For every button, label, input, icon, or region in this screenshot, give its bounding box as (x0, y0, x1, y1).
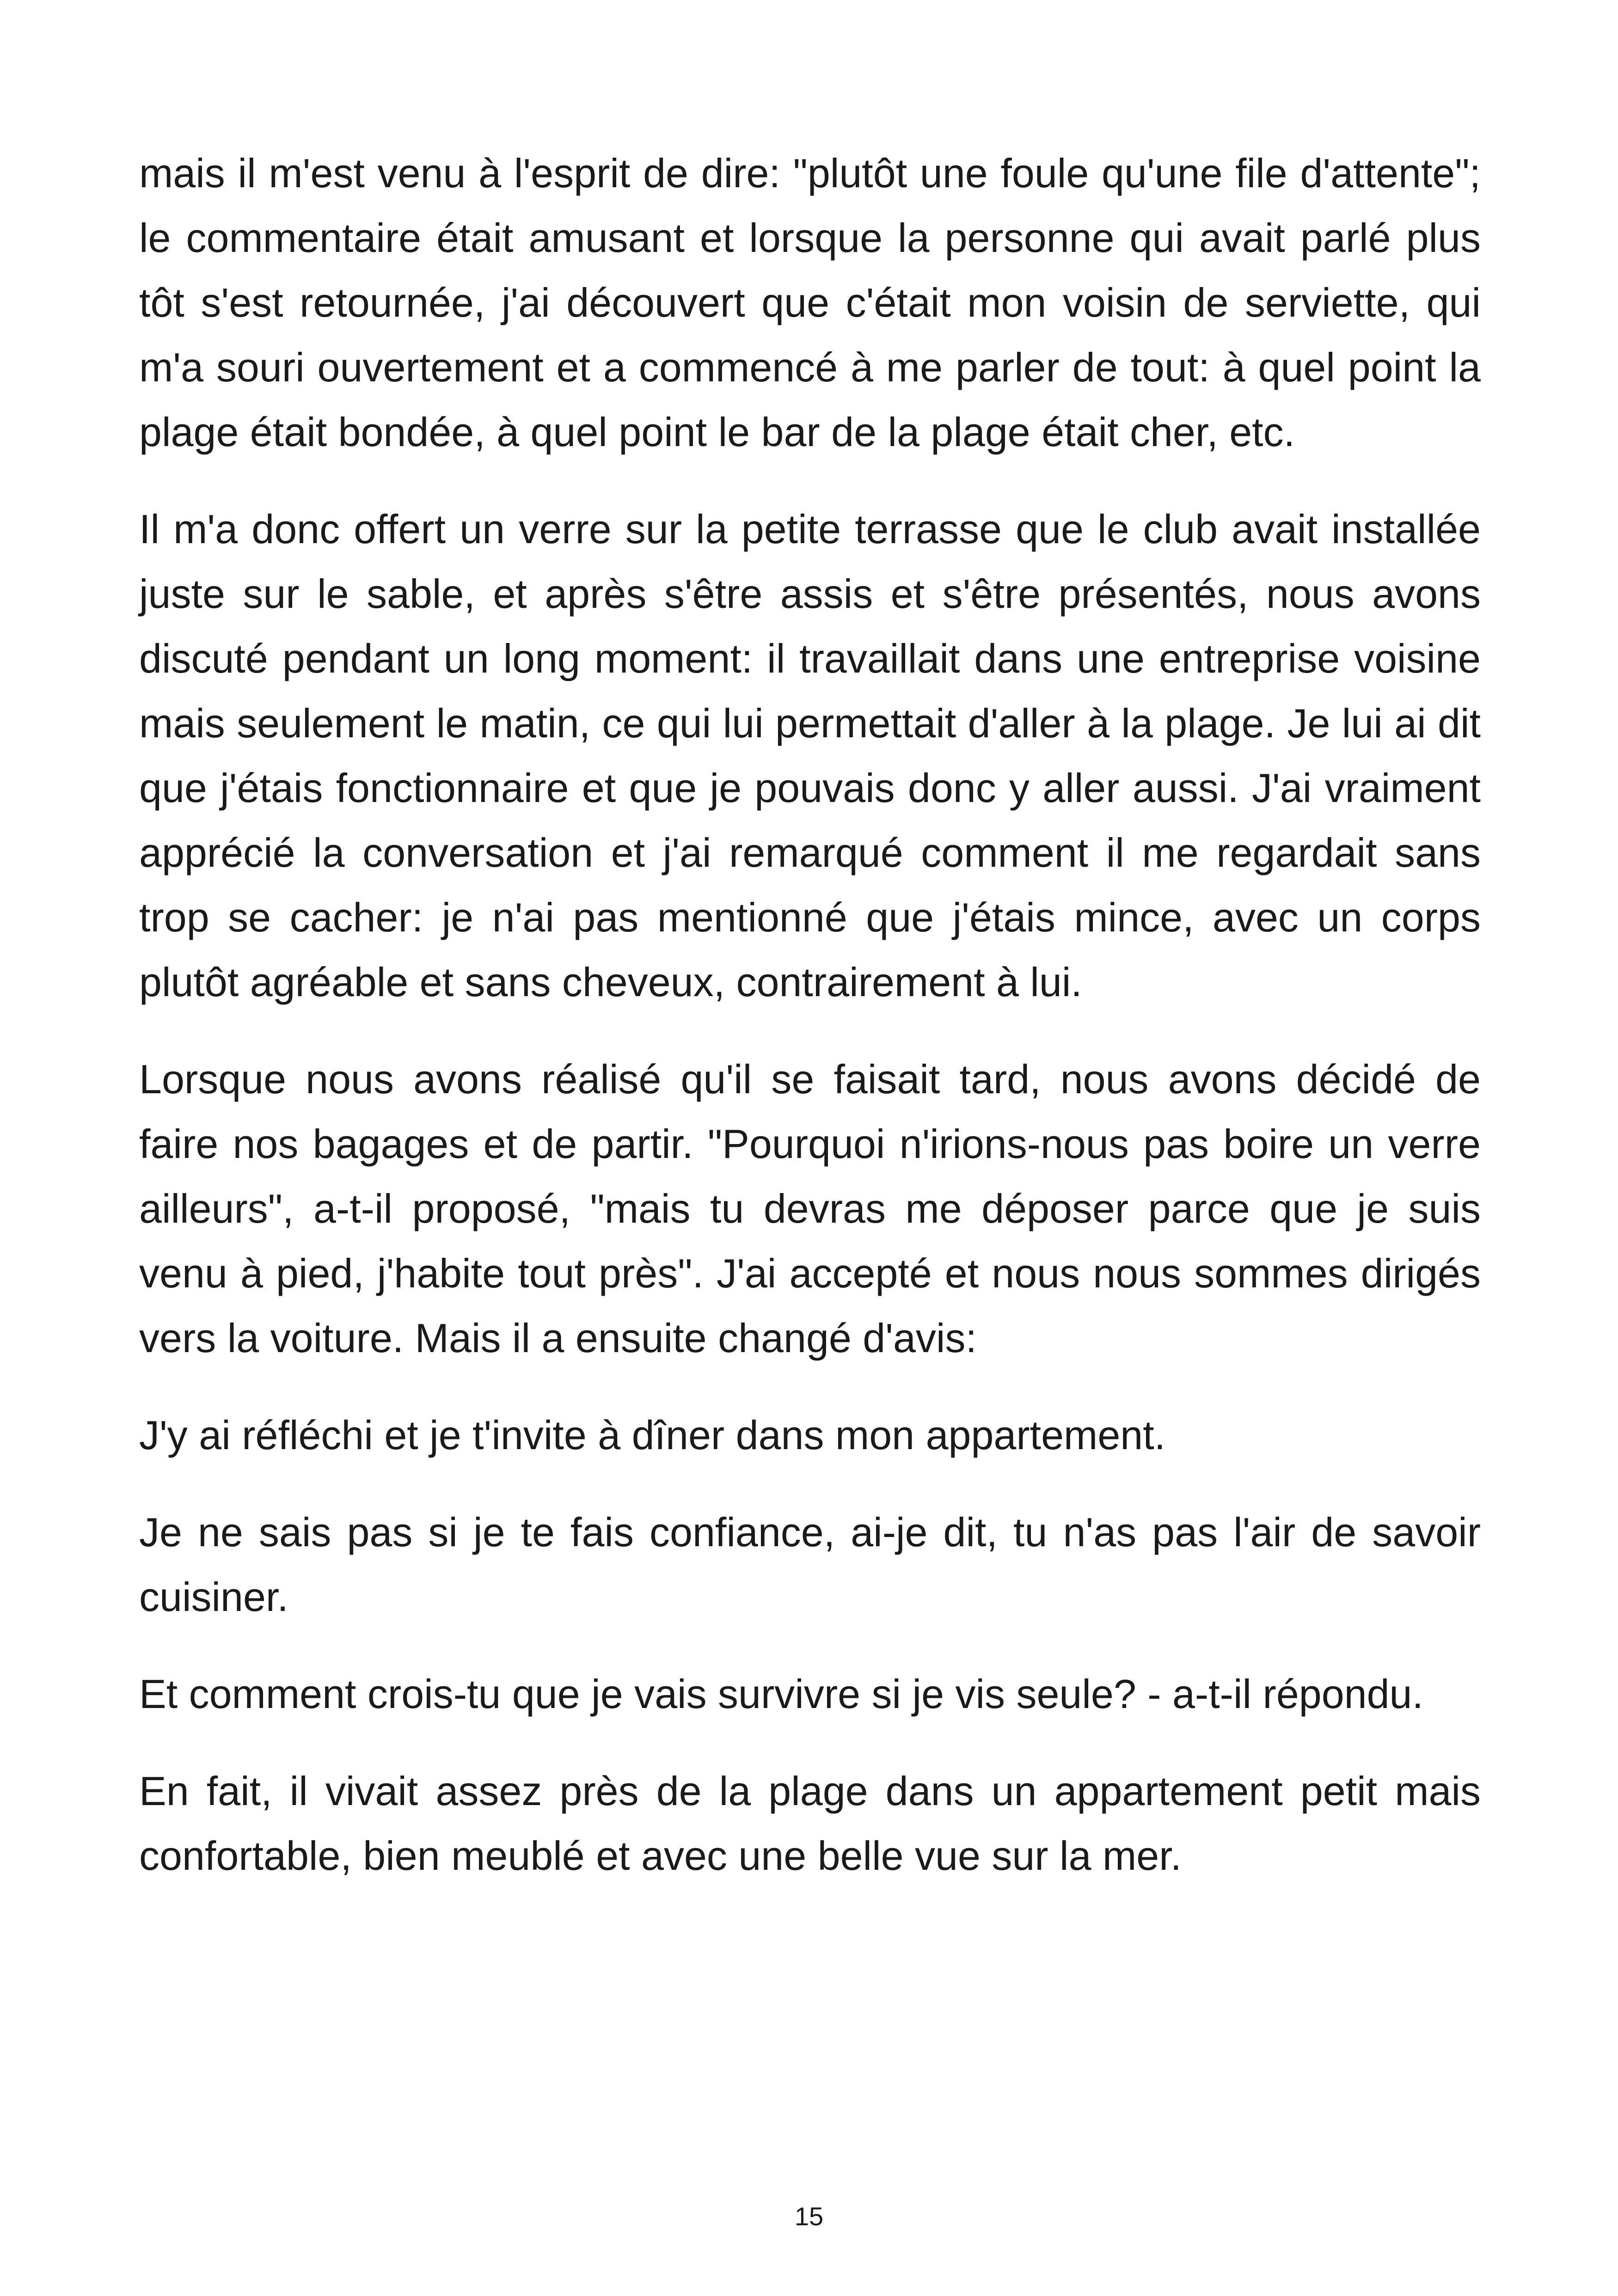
paragraph-4: J'y ai réfléchi et je t'invite à dîner dans mon appartement. (139, 1412, 1166, 1458)
paragraph-7: En fait, il vivait assez près de la plage dans un appartement petit mais confortable, bien meublé et avec une belle vue sur la mer. (139, 1768, 1481, 1879)
paragraph-1: mais il m'est venu à l'esprit de dire: "plutôt une foule qu'une file d'attente"; le commentaire était amusant et lorsque la personne qui avait parlé plus tôt s'est retournée, j'ai découvert que c'était mon voisin de serviette, qui m'a souri ouvertement et a commencé à me parler de tout: à quel point la plage était bondée, à quel point le bar de la plage était cher, etc. (139, 150, 1481, 455)
paragraph-2: Il m'a donc offert un verre sur la petite terrasse que le club avait installée juste sur le sable, et après s'être assis et s'être présentés, nous avons discuté pendant un long moment: il travaillait dans une entreprise voisine mais seulement le matin, ce qui lui permettait d'aller à la plage. Je lui ai dit que j'étais fonctionnaire et que je pouvais donc y aller aussi. J'ai vraiment apprécié la conversation et j'ai remarqué comment il me regardait sans trop se cacher: je n'ai pas mentionné que j'étais mince, avec un corps plutôt agréable et sans cheveux, contrairement à lui. (139, 506, 1481, 1005)
paragraph-5: Je ne sais pas si je te fais confiance, ai-je dit, tu n'as pas l'air de savoir cuisiner. (139, 1509, 1481, 1620)
document-body (139, 141, 1481, 1921)
paragraph-6: Et comment crois-tu que je vais survivre si je vis seule? - a-t-il répondu. (139, 1671, 1423, 1717)
paragraph-3: Lorsque nous avons réalisé qu'il se faisait tard, nous avons décidé de faire nos bagages et de partir. "Pourquoi n'irions-nous pas boire un verre ailleurs", a-t-il proposé, "mais tu devras me déposer parce que je suis venu à pied, j'habite tout près". J'ai accepté et nous nous sommes dirigés vers la voiture. Mais il a ensuite changé d'avis: (139, 1056, 1481, 1361)
page-number: 15 (794, 2202, 824, 2231)
